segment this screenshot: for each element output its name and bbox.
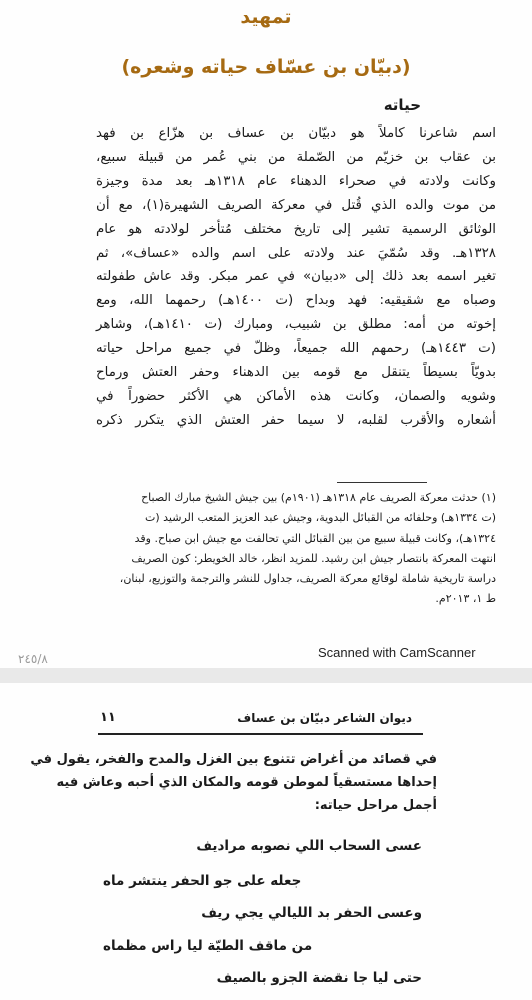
paragraph-line: في قصائد من أغراض تتنوع بين الغزل والمدح والفخر، يقول في bbox=[30, 752, 437, 767]
paragraph-line: أجمل مراحل حياته: bbox=[314, 798, 437, 813]
paragraph-line: بدويّاً بسيطاً يتنقل مع قومه بين الدهناء وحفر العتش ورماح bbox=[96, 365, 496, 381]
chapter-subtitle: (دبيّان بن عسّاف حياته وشعره) bbox=[121, 56, 411, 78]
book-page-bottom bbox=[0, 683, 532, 1000]
paragraph-line: (ت ١٤٤٣هـ) رحمهم الله جميعاً، وظلّ في جميع مراحل حياته bbox=[96, 341, 496, 357]
paragraph-line: الوثائق الرسمية تشير إلى تاريخ مختلف مُتأخر لولادته هو عام bbox=[96, 221, 496, 237]
verse-line: من ماقف الطيّة ليا راس مظماه bbox=[103, 938, 313, 954]
running-header-title: ديوان الشاعر دبيّان بن عساف bbox=[237, 711, 412, 725]
page-number: ١١ bbox=[100, 710, 116, 725]
scanner-watermark: Scanned with CamScanner bbox=[318, 645, 476, 660]
footnote-line: دراسة تاريخية شاملة لوقائع معركة الصريف، جداول للنشر والترجمة والتوزيع، لبنان، bbox=[119, 572, 496, 586]
paragraph-line: وصباه مع شقيقيه: فهد وبداح (ت ١٤٠٠هـ) رحمهما الله، ومع bbox=[96, 293, 496, 309]
paragraph-line: أشعاره والأقرب لقلبه، لا سيما حفر العتش الذي يتكرر ذكره bbox=[96, 412, 496, 428]
biography-paragraph bbox=[96, 122, 496, 433]
verse-line: حتى ليا جا نقضة الجزو بالصيف bbox=[216, 970, 422, 986]
paragraph-line: ١٣٢٨هـ. وقد سُمّيَ عند ولادته على اسم والده «عساف»، ثم bbox=[96, 245, 496, 261]
verse-line: عسى السحاب اللي نصوبه مراديف bbox=[196, 838, 422, 854]
footnote-line: ط ١، ٢٠١٣م. bbox=[435, 592, 496, 606]
section-title: تمهيد bbox=[240, 6, 292, 28]
footnote bbox=[96, 488, 496, 610]
page-counter: ٢٤٥/٨ bbox=[18, 652, 48, 666]
footnote-line: انتهت المعركة بانتصار جيش ابن رشيد. للمزيد انظر، خالد الخويطر: كون الصريف bbox=[131, 551, 496, 565]
verse-line: جعله على جو الحفر ينتشر ماه bbox=[103, 873, 302, 889]
paragraph-line: من موت والده الذي قُتل في معركة الصريف الشهيرة(١)، مع أن bbox=[96, 197, 496, 213]
header-rule bbox=[98, 733, 423, 735]
footnote-line: (١) حدثت معركة الصريف عام ١٣١٨هـ (١٩٠١م) بين جيش الشيخ مبارك الصباح bbox=[141, 491, 496, 504]
footnote-line: ١٣٢٤هـ)، وكانت قبيلة سبيع من بين القبائل التي تحالفت مع جيش ابن صباح. وقد bbox=[134, 531, 496, 545]
paragraph-line: تغير اسمه بعد ذلك إلى «دبيان» في عمر مبكر. وقد عاش طفولته bbox=[96, 269, 496, 285]
paragraph-line: اسم شاعرنا كاملاً هو دبيّان بن عساف بن هزّاع بن فهد bbox=[96, 126, 496, 141]
paragraph-line: إحداها مستسقياً لموطن قومه والمكان الذي أحبه وعاش فيه bbox=[56, 775, 437, 790]
paragraph-line: بن عقاب بن خزيّم من الصّملة من بني عُمر من قبيلة سبيع، bbox=[96, 149, 496, 165]
footnote-divider bbox=[337, 482, 427, 483]
intro-paragraph bbox=[30, 748, 437, 817]
paragraph-line: إخوته من أمه: مطلق بن شبيب، ومبارك (ت ١٤١٠هـ)، وشاهر bbox=[96, 317, 496, 333]
footnote-line: (ت ١٣٣٤هـ) وحلفائه من القبائل البدوية، وجيش عبد العزيز المتعب الرشيد (ت bbox=[145, 511, 496, 525]
verse-line: وعسى الحفر بد الليالي يجي ريف bbox=[201, 905, 422, 921]
paragraph-line: وكانت ولادته في صحراء الدهناء عام ١٣١٨هـ بعد مدة وجيزة bbox=[96, 173, 496, 189]
section-heading: حياته bbox=[383, 96, 421, 114]
paragraph-line: وشويه والصمان، وكانت هذه الأماكن هي الأكثر حضوراً في bbox=[96, 388, 496, 404]
